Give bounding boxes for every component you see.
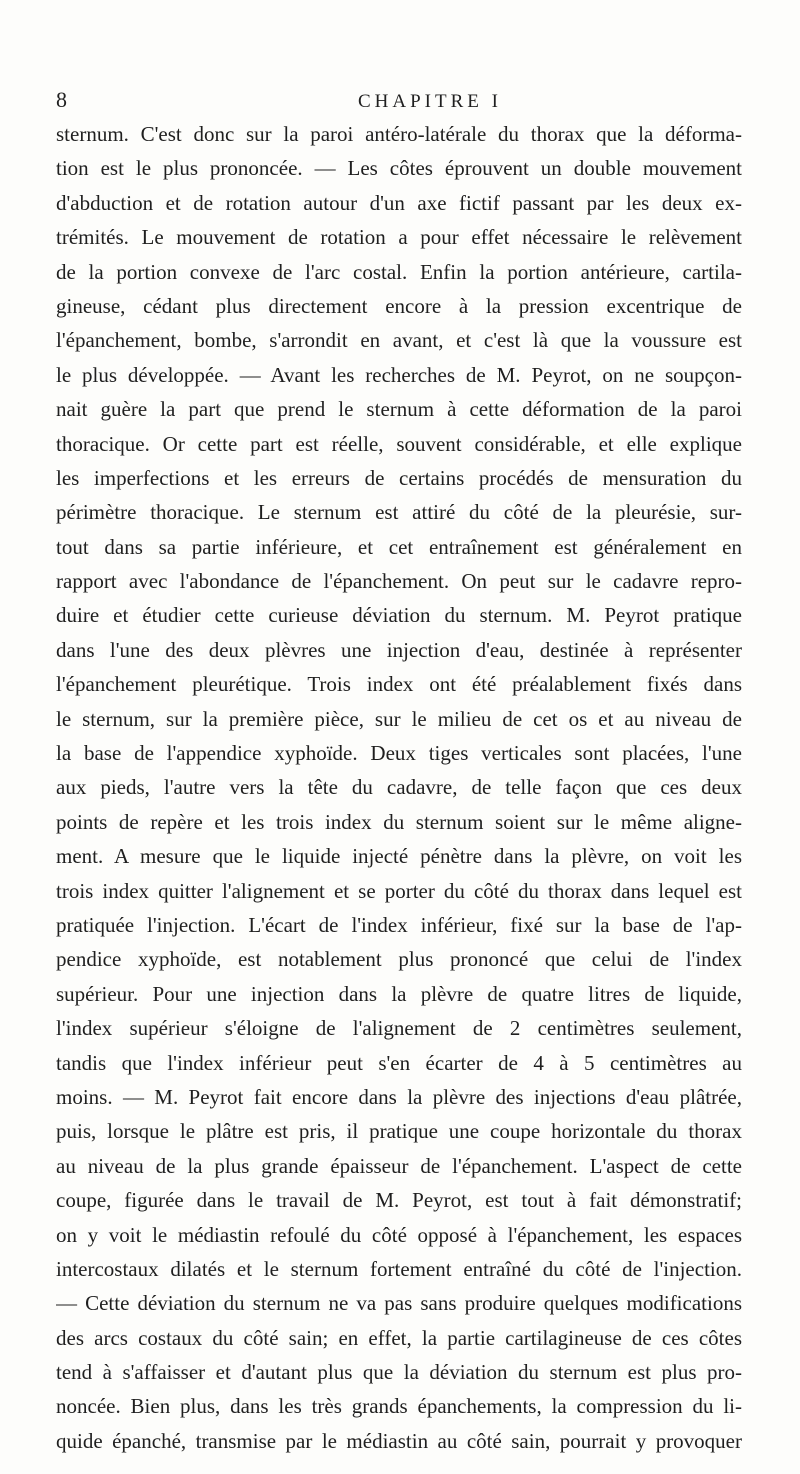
running-header xyxy=(0,86,800,116)
text-line: trémités. Le mouvement de rotation a pour effet nécessaire le relèvement xyxy=(56,225,742,250)
text-line: dans l'une des deux plèvres une injection d'eau, destinée à représenter xyxy=(56,637,742,662)
text-line: la base de l'appendice xyphoïde. Deux tiges verticales sont placées, l'une xyxy=(56,741,742,766)
text-line: nait guère la part que prend le sternum à cette déformation de la paroi xyxy=(56,397,742,422)
body-paragraph xyxy=(56,117,742,1458)
text-line: l'épanchement, bombe, s'arrondit en avant, et c'est là que la voussure est xyxy=(56,328,742,353)
text-line: ment. A mesure que le liquide injecté pénètre dans la plèvre, on voit les xyxy=(56,844,742,869)
page-number: 8 xyxy=(56,87,67,112)
text-line: supérieur. Pour une injection dans la plèvre de quatre litres de liquide, xyxy=(56,981,742,1006)
text-line: coupe, figurée dans le travail de M. Peyrot, est tout à fait démonstratif; xyxy=(56,1188,742,1213)
text-line: le sternum, sur la première pièce, sur le milieu de cet os et au niveau de xyxy=(56,706,742,731)
chapter-heading: CHAPITRE I xyxy=(358,91,502,112)
text-line: gineuse, cédant plus directement encore à la pression excentrique de xyxy=(56,293,742,318)
text-line: tout dans sa partie inférieure, et cet entraînement est généralement en xyxy=(56,534,742,559)
text-line: on y voit le médiastin refoulé du côté opposé à l'épanchement, les espaces xyxy=(56,1222,742,1247)
text-line: puis, lorsque le plâtre est pris, il pratique une coupe horizontale du thorax xyxy=(56,1119,742,1144)
text-line: pendice xyphoïde, est notablement plus prononcé que celui de l'index xyxy=(56,947,742,972)
text-line: les imperfections et les erreurs de certains procédés de mensuration du xyxy=(56,465,742,490)
text-line: l'index supérieur s'éloigne de l'alignement de 2 centimètres seulement, xyxy=(56,1016,742,1041)
text-line: tend à s'affaisser et d'autant plus que la déviation du sternum est plus pro- xyxy=(56,1360,742,1385)
text-line: aux pieds, l'autre vers la tête du cadavre, de telle façon que ces deux xyxy=(56,775,742,800)
text-line: au niveau de la plus grande épaisseur de l'épanchement. L'aspect de cette xyxy=(56,1153,742,1178)
text-line: tandis que l'index inférieur peut s'en écarter de 4 à 5 centimètres au xyxy=(56,1050,742,1075)
text-line: moins. — M. Peyrot fait encore dans la plèvre des injections d'eau plâtrée, xyxy=(56,1084,742,1109)
text-line: le plus développée. — Avant les recherches de M. Peyrot, on ne soupçon- xyxy=(56,362,742,387)
text-line: de la portion convexe de l'arc costal. Enfin la portion antérieure, cartila- xyxy=(56,259,742,284)
text-line: thoracique. Or cette part est réelle, souvent considérable, et elle explique xyxy=(56,431,742,456)
text-line: duire et étudier cette curieuse déviation du sternum. M. Peyrot pratique xyxy=(56,603,742,628)
text-line: — Cette déviation du sternum ne va pas sans produire quelques modifications xyxy=(56,1291,742,1316)
text-line: tion est le plus prononcée. — Les côtes éprouvent un double mouvement xyxy=(56,156,742,181)
text-line: rapport avec l'abondance de l'épanchement. On peut sur le cadavre repro- xyxy=(56,569,742,594)
text-line: quide épanché, transmise par le médiastin au côté sain, pourrait y provoquer xyxy=(56,1428,742,1453)
text-line: trois index quitter l'alignement et se porter du côté du thorax dans lequel est xyxy=(56,878,742,903)
text-line: intercostaux dilatés et le sternum fortement entraîné du côté de l'injection. xyxy=(56,1256,742,1281)
text-line: périmètre thoracique. Le sternum est attiré du côté de la pleurésie, sur- xyxy=(56,500,742,525)
text-line: noncée. Bien plus, dans les très grands épanchements, la compression du li- xyxy=(56,1394,742,1419)
text-line: l'épanchement pleurétique. Trois index ont été préalablement fixés dans xyxy=(56,672,742,697)
text-line: pratiquée l'injection. L'écart de l'index inférieur, fixé sur la base de l'ap- xyxy=(56,912,742,937)
text-line: d'abduction et de rotation autour d'un axe fictif passant par les deux ex- xyxy=(56,190,742,215)
text-line: sternum. C'est donc sur la paroi antéro-latérale du thorax que la déforma- xyxy=(56,122,742,146)
text-line: des arcs costaux du côté sain; en effet, la partie cartilagineuse de ces côtes xyxy=(56,1325,742,1350)
text-line: points de repère et les trois index du sternum soient sur le même aligne- xyxy=(56,809,742,834)
